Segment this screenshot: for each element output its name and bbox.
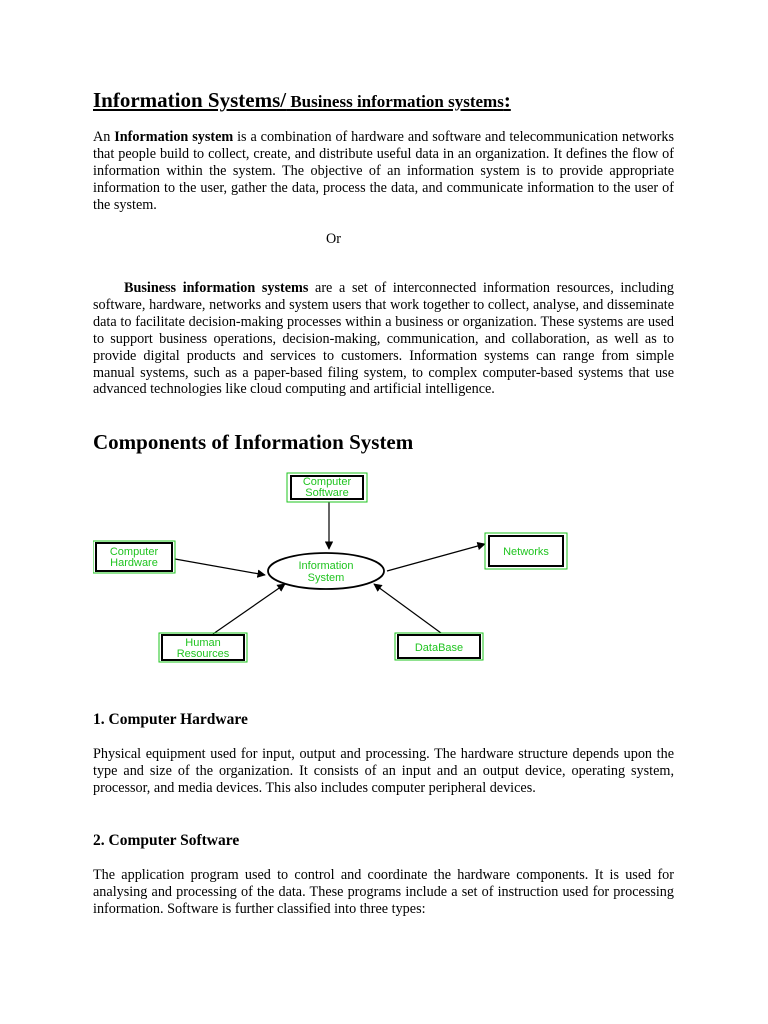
hardware-label-2: Hardware	[110, 557, 158, 569]
intro-bold-term: Information system	[114, 129, 234, 145]
node-computer-software	[287, 473, 367, 502]
intro-rest: is a combination of hardware and software and telecommunication networks that people build to collect, create, and distribute useful data in an organization. It defines the flow of information within the system. The objective of an information system is to provide appropriate information to the user, gather the data, process the data, and communicate information to the user of the system.	[93, 129, 674, 213]
business-rest: are a set of interconnected information resources, including software, hardware, networks and system users that work together to collect, analyse, and disseminate data to facilitate decision-making processes within a business or organization. These systems are used to support business operations, decision-making, communication, and collaboration, as well as to provide digital products and services to customers. Information systems can range from simple manual systems, such as a paper-based filing system, to complex computer-based systems that use advanced technologies like cloud computing and artificial intelligence.	[93, 280, 675, 398]
node-database	[395, 633, 483, 660]
hardware-label-1: Computer	[109, 546, 159, 558]
center-label-1: Information	[298, 560, 354, 572]
intro-lead: An	[93, 129, 115, 145]
page-title	[93, 88, 511, 113]
software-heading: 2. Computer Software	[93, 832, 240, 849]
or-separator: Or	[326, 231, 341, 247]
hardware-heading: 1. Computer Hardware	[93, 711, 248, 728]
node-networks	[485, 533, 567, 569]
node-information-system	[268, 553, 384, 589]
components-heading: Components of Information System	[93, 430, 414, 454]
database-label: DataBase	[414, 642, 464, 654]
center-label-2: System	[307, 572, 345, 584]
business-bold-term: Business information systems	[124, 280, 309, 296]
title-main: Information Systems/	[93, 88, 287, 112]
software-label-2: Software	[305, 487, 349, 499]
networks-label: Networks	[503, 546, 549, 558]
title-sub: Business information systems	[286, 92, 504, 111]
node-human-resources	[159, 633, 247, 662]
software-label-1: Computer	[302, 476, 352, 488]
connector-hardware	[175, 559, 265, 575]
human-label-2: Resources	[176, 648, 230, 660]
business-paragraph	[93, 280, 674, 398]
connector-database	[374, 584, 441, 633]
connector-networks	[387, 544, 485, 571]
node-computer-hardware	[93, 541, 175, 573]
human-label-1: Human	[185, 637, 221, 649]
software-paragraph: The application program used to control and coordinate the hardware components. It is used for analysing and processing of the data. These programs include a set of instruction used for processing information. Software is further classified into three types:	[93, 867, 674, 917]
connector-human	[213, 584, 285, 634]
intro-paragraph	[93, 129, 674, 214]
title-colon: :	[503, 88, 511, 112]
hardware-paragraph: Physical equipment used for input, output and processing. The hardware structure depends upon the type and size of the organization. It consists of an input and an output device, operating system, processor, and media devices. This also includes computer peripheral devices.	[93, 746, 674, 796]
components-diagram	[93, 472, 573, 664]
